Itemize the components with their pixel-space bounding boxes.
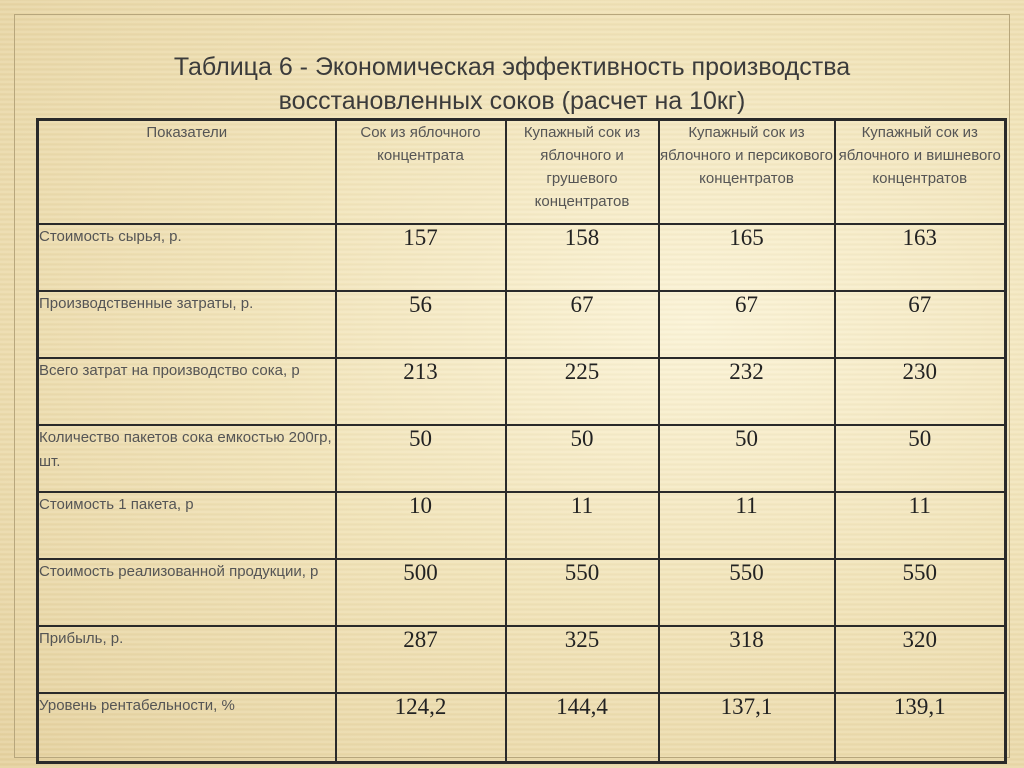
cell-value: 213 [336,358,506,425]
cell-value: 325 [506,626,659,693]
cell-value: 50 [336,425,506,492]
cell-value: 56 [336,291,506,358]
table-row [38,626,1006,693]
table-row [38,291,1006,358]
table-row [38,492,1006,559]
cell-value: 500 [336,559,506,626]
cell-value: 318 [659,626,835,693]
cell-value: 144,4 [506,693,659,763]
cell-value: 11 [835,492,1006,559]
table-row [38,559,1006,626]
row-label: Стоимость 1 пакета, р [38,492,336,559]
table-row [38,693,1006,763]
cell-value: 50 [506,425,659,492]
table-header-row [38,120,1006,224]
title-line-1: Таблица 6 - Экономическая эффективность производства [173,53,851,81]
header-apple-cherry: Купажный сок из яблочного и вишневого концентратов [835,120,1006,224]
title-line-2: восстановленных соков (расчет на 10кг) [278,87,746,115]
cell-value: 550 [659,559,835,626]
cell-value: 225 [506,358,659,425]
table-row [38,425,1006,492]
cell-value: 67 [659,291,835,358]
table-row [38,224,1006,291]
cell-value: 287 [336,626,506,693]
cell-value: 163 [835,224,1006,291]
cell-value: 50 [659,425,835,492]
row-label: Уровень рентабельности, % [38,693,336,763]
row-label: Производственные затраты, р. [38,291,336,358]
cell-value: 11 [506,492,659,559]
cell-value: 157 [336,224,506,291]
cell-value: 320 [835,626,1006,693]
cell-value: 11 [659,492,835,559]
cell-value: 158 [506,224,659,291]
cell-value: 232 [659,358,835,425]
header-apple-pear: Купажный сок из яблочного и грушевого концентратов [506,120,659,224]
header-indicators: Показатели [38,120,336,224]
cell-value: 550 [835,559,1006,626]
cell-value: 550 [506,559,659,626]
row-label: Количество пакетов сока емкостью 200гр, шт. [38,425,336,492]
row-label: Прибыль, р. [38,626,336,693]
cell-value: 124,2 [336,693,506,763]
cell-value: 10 [336,492,506,559]
data-table [36,118,1007,764]
row-label: Всего затрат на производство сока, р [38,358,336,425]
row-label: Стоимость реализованной продукции, р [38,559,336,626]
row-label: Стоимость сырья, р. [38,224,336,291]
cell-value: 165 [659,224,835,291]
slide-title [0,50,1024,118]
header-apple-peach: Купажный сок из яблочного и персикового концентратов [659,120,835,224]
table-row [38,358,1006,425]
cell-value: 67 [506,291,659,358]
cell-value: 230 [835,358,1006,425]
cell-value: 67 [835,291,1006,358]
header-apple: Сок из яблочного концентрата [336,120,506,224]
cell-value: 139,1 [835,693,1006,763]
cell-value: 137,1 [659,693,835,763]
cell-value: 50 [835,425,1006,492]
